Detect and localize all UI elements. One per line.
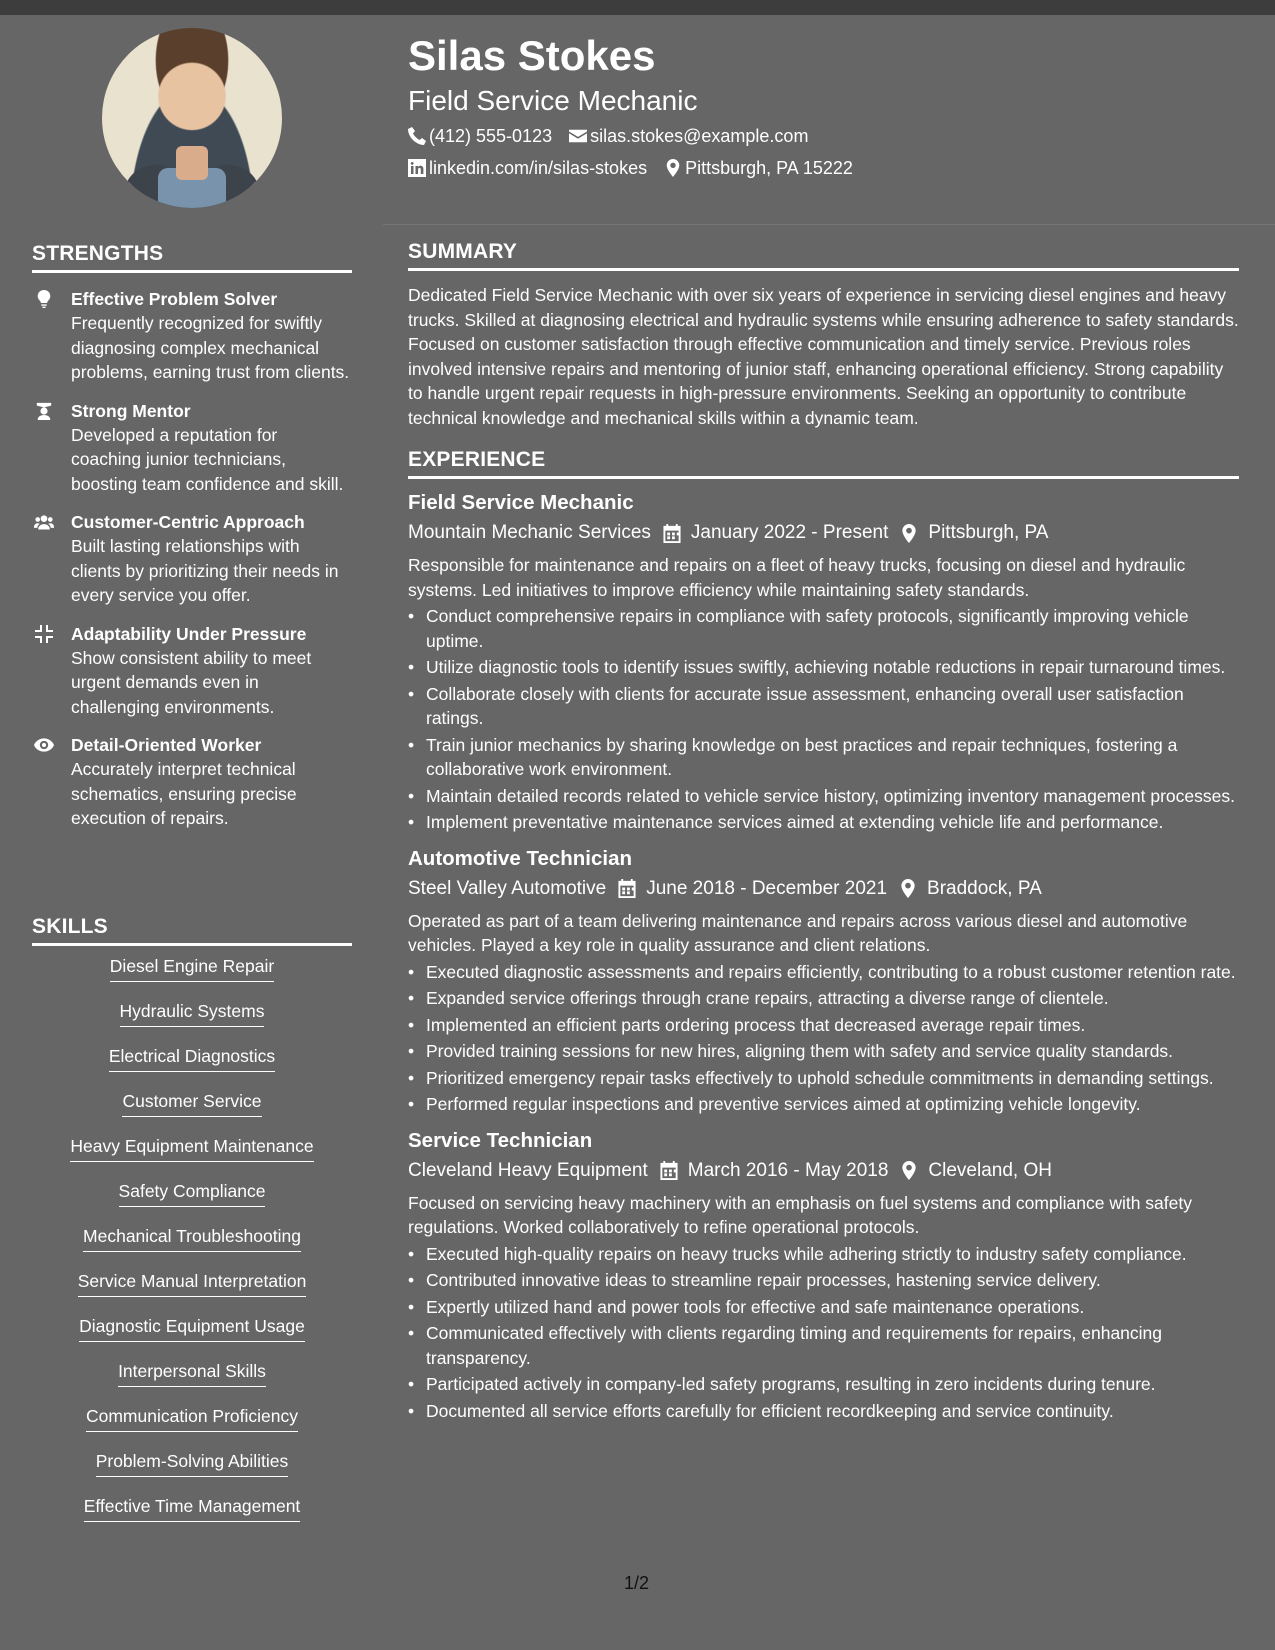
job-bullet: • Executed high-quality repairs on heavy trucks while adhering strictly to industry safety compliance.: [408, 1242, 1239, 1267]
top-bar: [0, 0, 1275, 15]
strength-title: Detail-Oriented Worker: [71, 735, 262, 755]
header-divider: [383, 224, 1275, 225]
calendar-icon: [618, 879, 636, 898]
eye-icon: [32, 735, 56, 755]
job-bullet: • Contributed innovative ideas to streamline repair processes, hastening service delivery.: [408, 1268, 1239, 1293]
job-bullet: • Implemented an efficient parts ordering process that decreased average repair times.: [408, 1013, 1239, 1038]
job-company: Steel Valley Automotive: [408, 877, 607, 899]
skills-heading: SKILLS: [32, 915, 352, 946]
mentor-icon: [32, 401, 56, 421]
strength-item: [32, 287, 352, 385]
strength-desc: Show consistent ability to meet urgent demands even in challenging environments.: [71, 647, 312, 717]
job-meta: [408, 1155, 1239, 1187]
skill-item: Heavy Equipment Maintenance: [32, 1134, 352, 1179]
job-bullet: • Implement preventative maintenance services aimed at extending vehicle life and performance.: [408, 810, 1239, 835]
skill-item: Electrical Diagnostics: [32, 1044, 352, 1089]
skill-item: Problem-Solving Abilities: [32, 1449, 352, 1494]
job-description: Operated as part of a team delivering maintenance and repairs across various diesel and automotive vehicles. Played a key role in quality assurance and client relations.: [408, 910, 1188, 955]
skill-item: Diesel Engine Repair: [32, 954, 352, 999]
profile-photo: [102, 28, 282, 208]
job-dates: June 2018 - December 2021: [646, 877, 888, 899]
job-location: Braddock, PA: [927, 877, 1042, 899]
summary-text: Dedicated Field Service Mechanic with over six years of experience in servicing diesel engines and heavy trucks. Skilled at diagnosing electrical and hydraulic systems while ensuring adherence to safety standards. Focused on customer satisfaction through effective communication and timely service. Previous roles involved intensive repairs and mentoring of junior staff, enhancing operational efficiency. Strong capability to handle urgent repair requests in high-pressure environments. Seeking an opportunity to contribute technical knowledge and mechanical skills within a dynamic team.: [408, 285, 1239, 428]
skills-section: [32, 915, 352, 1539]
strength-desc: Built lasting relationships with clients by prioritizing their needs in every service you offer.: [71, 536, 339, 605]
skill-item: Mechanical Troubleshooting: [32, 1224, 352, 1269]
skill-item: Effective Time Management: [32, 1494, 352, 1539]
map-pin-icon: [900, 1161, 918, 1180]
page-indicator: 1/2: [624, 1573, 650, 1593]
compress-icon: [32, 624, 56, 644]
job-bullets: [408, 960, 1239, 1117]
location-text: Pittsburgh, PA 15222: [685, 158, 853, 178]
strength-title: Strong Mentor: [71, 400, 191, 421]
job-bullet: • Prioritized emergency repair tasks effectively to uphold schedule commitments in demanding settings.: [408, 1066, 1239, 1091]
experience-heading: EXPERIENCE: [408, 448, 1239, 479]
job-entry: [408, 845, 1239, 1117]
strength-desc: Developed a reputation for coaching junior technicians, boosting team confidence and skill.: [71, 424, 344, 494]
strength-desc: Frequently recognized for swiftly diagnosing complex mechanical problems, earning trust from clients.: [71, 313, 350, 382]
job-meta: [408, 873, 1239, 905]
strength-title: Customer-Centric Approach: [71, 512, 305, 532]
map-pin-icon: [900, 524, 918, 543]
job-dates: March 2016 - May 2018: [687, 1159, 889, 1181]
phone-icon: [408, 127, 426, 145]
skill-item: Interpersonal Skills: [32, 1359, 352, 1404]
header: [383, 28, 1241, 184]
summary-heading: SUMMARY: [408, 240, 1239, 271]
strength-desc: Accurately interpret technical schematics, ensuring precise execution of repairs.: [71, 759, 297, 828]
map-pin-icon: [899, 879, 917, 898]
job-bullet: • Expertly utilized hand and power tools for effective and safe maintenance operations.: [408, 1295, 1239, 1320]
job-bullet: • Provided training sessions for new hires, aligning them with safety and service quality standards.: [408, 1039, 1239, 1064]
job-bullet: • Participated actively in company-led safety programs, resulting in zero incidents during tenure.: [408, 1372, 1239, 1397]
job-title: Automotive Technician: [408, 846, 633, 870]
candidate-name: Silas Stokes: [408, 32, 656, 79]
skill-item: Customer Service: [32, 1089, 352, 1134]
strength-item: [32, 510, 352, 608]
contact-info: [408, 120, 1241, 184]
linkedin-text: linkedin.com/in/silas-stokes: [429, 158, 648, 178]
strength-item: [32, 622, 352, 720]
main-content: [408, 240, 1239, 1423]
job-dates: January 2022 - Present: [690, 522, 889, 543]
email-text: silas.stokes@example.com: [590, 126, 809, 146]
job-bullet: • Maintain detailed records related to vehicle service history, optimizing inventory management processes.: [408, 784, 1239, 809]
linkedin-icon: [408, 159, 426, 177]
location-contact: [664, 152, 853, 184]
job-bullet: • Train junior mechanics by sharing knowledge on best practices and repair techniques, fostering a collaborative work environment.: [408, 733, 1239, 782]
job-bullet: • Documented all service efforts carefully for efficient recordkeeping and service continuity.: [408, 1399, 1239, 1424]
strength-item: [32, 399, 352, 497]
users-icon: [32, 512, 56, 532]
job-entry: [408, 489, 1239, 835]
job-bullet: • Collaborate closely with clients for accurate issue assessment, enhancing overall user satisfaction ratings.: [408, 682, 1239, 731]
skill-item: Diagnostic Equipment Usage: [32, 1314, 352, 1359]
map-pin-icon: [664, 159, 682, 177]
skill-item: Safety Compliance: [32, 1179, 352, 1224]
skill-item: Hydraulic Systems: [32, 999, 352, 1044]
job-bullet: • Utilize diagnostic tools to identify issues swiftly, achieving notable reductions in repair turnaround times.: [408, 655, 1239, 680]
skill-item: Service Manual Interpretation: [32, 1269, 352, 1314]
job-bullet: • Expanded service offerings through crane repairs, attracting a diverse range of clientele.: [408, 986, 1239, 1011]
job-entry: [408, 1127, 1239, 1424]
skills-list: [32, 954, 352, 1539]
job-bullet: • Performed regular inspections and preventive services aimed at optimizing vehicle longevity.: [408, 1092, 1239, 1117]
phone-contact[interactable]: [408, 120, 552, 152]
job-bullet: • Conduct comprehensive repairs in compliance with safety protocols, significantly improving vehicle uptime.: [408, 604, 1239, 653]
job-title: Field Service Mechanic: [408, 491, 634, 514]
calendar-icon: [663, 524, 681, 543]
job-location: Cleveland, OH: [928, 1159, 1052, 1181]
job-location: Pittsburgh, PA: [928, 522, 1049, 543]
envelope-icon: [569, 127, 587, 145]
skill-item: Communication Proficiency: [32, 1404, 352, 1449]
strength-item: [32, 733, 352, 831]
job-bullets: [408, 1242, 1239, 1424]
job-bullet: • Executed diagnostic assessments and repairs efficiently, contributing to a robust customer retention rate.: [408, 960, 1239, 985]
lightbulb-icon: [32, 289, 56, 309]
linkedin-contact[interactable]: [408, 152, 647, 184]
strength-title: Adaptability Under Pressure: [71, 623, 307, 644]
job-description: Responsible for maintenance and repairs on a fleet of heavy trucks, focusing on diesel and hydraulic systems. Led initiatives to improve efficiency while maintaining safety standards.: [408, 555, 1186, 600]
job-company: Mountain Mechanic Services: [408, 522, 651, 543]
strength-title: Effective Problem Solver: [71, 289, 278, 309]
job-meta: [408, 517, 1239, 549]
candidate-title: Field Service Mechanic: [408, 85, 698, 116]
job-bullets: [408, 604, 1239, 835]
phone-text: (412) 555-0123: [429, 126, 553, 146]
job-title: Service Technician: [408, 1128, 593, 1152]
job-company: Cleveland Heavy Equipment: [408, 1159, 648, 1181]
strengths-heading: STRENGTHS: [32, 242, 352, 273]
email-contact[interactable]: [569, 120, 808, 152]
calendar-icon: [660, 1161, 678, 1180]
job-description: Focused on servicing heavy machinery with an emphasis on fuel systems and compliance with safety regulations. Worked collaboratively to refine operational protocols.: [408, 1192, 1192, 1237]
strengths-section: [32, 242, 352, 831]
job-bullet: • Communicated effectively with clients regarding timing and requirements for repairs, enhancing transparency.: [408, 1321, 1239, 1370]
